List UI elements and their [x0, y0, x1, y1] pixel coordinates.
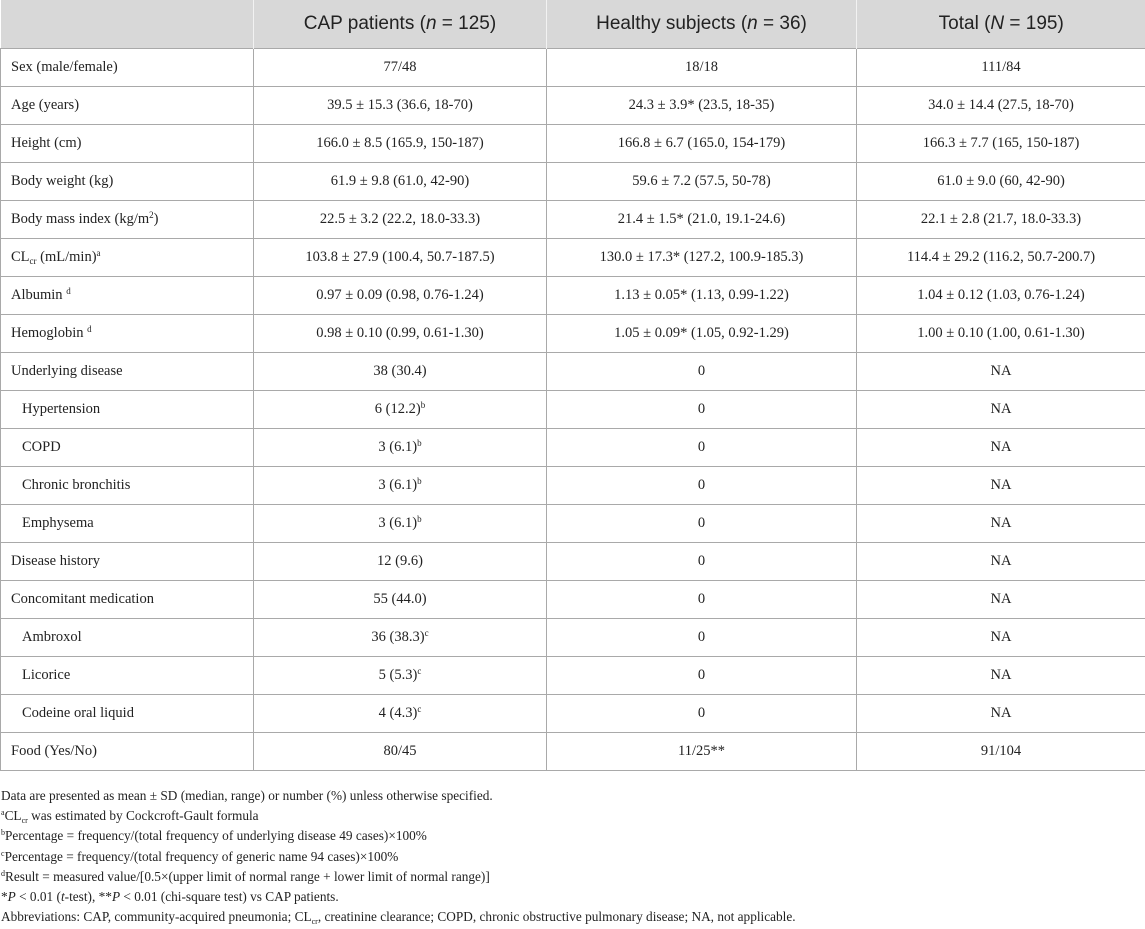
cell-total: NA: [857, 353, 1145, 391]
row-label: Underlying disease: [1, 353, 254, 391]
cell-cap: 22.5 ± 3.2 (22.2, 18.0-33.3): [254, 201, 547, 239]
row-label: Body mass index $(kg/m^2)$: [1, 201, 254, 239]
cell-cap: 166.0 ± 8.5 (165.9, 150-187): [254, 125, 547, 163]
cell-cap: 3 $(6.1)^b$: [254, 467, 547, 505]
table-row: [1, 353, 1145, 391]
cell-healthy: 0: [547, 657, 857, 695]
row-label: Ambroxol: [1, 619, 254, 657]
cell-total: NA: [857, 657, 1145, 695]
cell-total: NA: [857, 391, 1145, 429]
cell-total: 1.00 ± 0.10 (1.00, 0.61-1.30): [857, 315, 1145, 353]
cell-healthy: 24.3 ± 3.9* (23.5, 18-35): [547, 87, 857, 125]
row-label: Age (years): [1, 87, 254, 125]
header-cell-total: Total (N = 195): [857, 0, 1145, 49]
cell-healthy: 1.13 ± 0.05* (1.13, 0.99-1.22): [547, 277, 857, 315]
cell-cap: 4 $(4.3)^c$: [254, 695, 547, 733]
cell-healthy: 0: [547, 581, 857, 619]
header-row: [1, 0, 1145, 49]
cell-total: 1.04 ± 0.12 (1.03, 0.76-1.24): [857, 277, 1145, 315]
header-cell-cap: CAP patients (n = 125): [254, 0, 547, 49]
row-label: Licorice: [1, 657, 254, 695]
row-label: Height (cm): [1, 125, 254, 163]
cell-healthy: 18/18: [547, 49, 857, 87]
row-label: Hypertension: [1, 391, 254, 429]
table-row: [1, 467, 1145, 505]
cell-healthy: 11/25**: [547, 733, 857, 771]
cell-total: NA: [857, 619, 1145, 657]
footnote-b: $^b$Percentage = frequency/(total frequency of underlying disease 49 cases)×100%: [1, 828, 427, 844]
footnote-significance: *P < 0.01 (t-test), **P < 0.01 (chi-square test) vs CAP patients.: [1, 889, 339, 905]
cell-healthy: 0: [547, 429, 857, 467]
cell-total: 111/84: [857, 49, 1145, 87]
row-label: Albumin $^d$: [1, 277, 254, 315]
table-row: [1, 125, 1145, 163]
cell-cap: 80/45: [254, 733, 547, 771]
cell-healthy: 1.05 ± 0.09* (1.05, 0.92-1.29): [547, 315, 857, 353]
cell-total: NA: [857, 429, 1145, 467]
cell-total: 22.1 ± 2.8 (21.7, 18.0-33.3): [857, 201, 1145, 239]
footnote-general: Data are presented as mean ± SD (median, range) or number (%) unless otherwise specified.: [1, 788, 493, 803]
cell-total: 34.0 ± 14.4 (27.5, 18-70): [857, 87, 1145, 125]
cell-cap: 36 $(38.3)^c$: [254, 619, 547, 657]
table-row: [1, 619, 1145, 657]
row-label: Emphysema: [1, 505, 254, 543]
cell-healthy: 166.8 ± 6.7 (165.0, 154-179): [547, 125, 857, 163]
row-label: Chronic bronchitis: [1, 467, 254, 505]
footnote-d: $^d$Result = measured value/[0.5×(upper limit of normal range + lower limit of normal range)]: [1, 868, 490, 884]
cell-healthy: 0: [547, 391, 857, 429]
table-row: [1, 581, 1145, 619]
cell-total: 114.4 ± 29.2 (116.2, 50.7-200.7): [857, 239, 1145, 277]
cell-cap: 0.98 ± 0.10 (0.99, 0.61-1.30): [254, 315, 547, 353]
row-label: Concomitant medication: [1, 581, 254, 619]
cell-total: 61.0 ± 9.0 (60, 42-90): [857, 163, 1145, 201]
footnote-abbreviations: Abbreviations: CAP, community-acquired pneumonia; $CL_{cr}$, creatinine clearance; COPD, chronic obstructive pulmonary disease; NA, not applicable.: [1, 909, 796, 927]
cell-cap: 77/48: [254, 49, 547, 87]
table-row: [1, 49, 1145, 87]
cell-healthy: 0: [547, 619, 857, 657]
cell-total: NA: [857, 543, 1145, 581]
row-label: Hemoglobin $^d$: [1, 315, 254, 353]
cell-cap: 6 $(12.2)^b$: [254, 391, 547, 429]
cell-healthy: 21.4 ± 1.5* (21.0, 19.1-24.6): [547, 201, 857, 239]
cell-total: NA: [857, 695, 1145, 733]
cell-cap: 3 $(6.1)^b$: [254, 505, 547, 543]
row-label: Body weight (kg): [1, 163, 254, 201]
table-row: [1, 695, 1145, 733]
cell-healthy: 0: [547, 543, 857, 581]
cell-cap: 61.9 ± 9.8 (61.0, 42-90): [254, 163, 547, 201]
cell-cap: 39.5 ± 15.3 (36.6, 18-70): [254, 87, 547, 125]
table-row: [1, 391, 1145, 429]
cell-total: NA: [857, 581, 1145, 619]
table-row: [1, 201, 1145, 239]
table-row: [1, 429, 1145, 467]
table-row: [1, 657, 1145, 695]
table-row: [1, 505, 1145, 543]
cell-total: NA: [857, 505, 1145, 543]
header-cell-healthy: Healthy subjects (n = 36): [547, 0, 857, 49]
cell-cap: 5 $(5.3)^c$: [254, 657, 547, 695]
cell-cap: 38 (30.4): [254, 353, 547, 391]
row-label: Codeine oral liquid: [1, 695, 254, 733]
cell-cap: 103.8 ± 27.9 (100.4, 50.7-187.5): [254, 239, 547, 277]
row-label: Disease history: [1, 543, 254, 581]
cell-healthy: 0: [547, 353, 857, 391]
table-footnotes: [1, 786, 1141, 927]
table-row: [1, 239, 1145, 277]
cell-cap: 55 (44.0): [254, 581, 547, 619]
table-row: [1, 543, 1145, 581]
table-row: [1, 315, 1145, 353]
row-label: Sex (male/female): [1, 49, 254, 87]
cell-total: NA: [857, 467, 1145, 505]
row-label: COPD: [1, 429, 254, 467]
table-row: [1, 277, 1145, 315]
table-row: [1, 87, 1145, 125]
cell-healthy: 0: [547, 505, 857, 543]
footnote-a: $^aCL_{cr}$ was estimated by Cockcroft-Gault formula: [1, 808, 259, 826]
cell-total: 166.3 ± 7.7 (165, 150-187): [857, 125, 1145, 163]
table-row: [1, 163, 1145, 201]
cell-healthy: 0: [547, 467, 857, 505]
cell-healthy: 130.0 ± 17.3* (127.2, 100.9-185.3): [547, 239, 857, 277]
row-label: Food (Yes/No): [1, 733, 254, 771]
cell-cap: 3 $(6.1)^b$: [254, 429, 547, 467]
cell-cap: 0.97 ± 0.09 (0.98, 0.76-1.24): [254, 277, 547, 315]
footnote-c: $^c$Percentage = frequency/(total frequency of generic name 94 cases)×100%: [1, 848, 399, 864]
cell-healthy: 0: [547, 695, 857, 733]
cell-cap: 12 (9.6): [254, 543, 547, 581]
cell-total: 91/104: [857, 733, 1145, 771]
cell-healthy: 59.6 ± 7.2 (57.5, 50-78): [547, 163, 857, 201]
row-label: $CL_{cr}$ $(mL/\min)^a$: [1, 239, 254, 277]
header-cell-label: [1, 0, 254, 49]
table-row: [1, 733, 1145, 771]
